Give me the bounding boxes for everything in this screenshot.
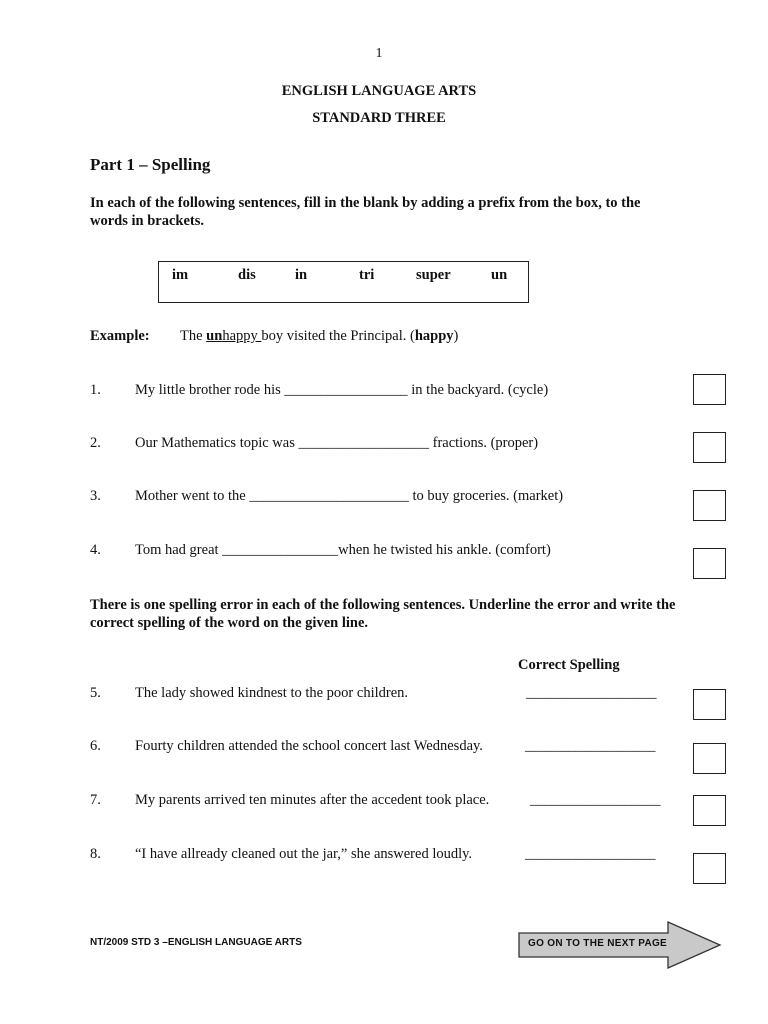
question-text: My parents arrived ten minutes after the accedent took place. — [135, 792, 490, 808]
question-number: 6. — [90, 738, 101, 754]
score-box[interactable] — [693, 795, 726, 826]
question-text: The lady showed kindnest to the poor children. — [135, 685, 409, 701]
question-number: 1. — [90, 382, 101, 398]
prefix-item: tri — [359, 267, 375, 283]
page-number: 1 — [375, 46, 383, 61]
score-box[interactable] — [693, 432, 726, 463]
example-sentence: The unhappy boy visited the Principal. (happy) — [180, 328, 459, 344]
question-number: 3. — [90, 488, 101, 504]
prefix-item: im — [172, 267, 189, 283]
question-text: My little brother rode his _________________ in the backyard. (cycle) — [135, 382, 549, 398]
correct-spelling-heading: Correct Spelling — [518, 657, 620, 673]
answer-line[interactable]: __________________ — [525, 738, 656, 754]
score-box[interactable] — [693, 548, 726, 579]
question-number: 8. — [90, 846, 101, 862]
instruction-prefix: In each of the following sentences, fill in the blank by adding a prefix from the box, to the words in brackets. — [90, 195, 641, 229]
footer-code: NT/2009 STD 3 –ENGLISH LANGUAGE ARTS — [90, 937, 302, 948]
question-number: 7. — [90, 792, 101, 808]
answer-line[interactable]: __________________ — [530, 792, 661, 808]
prefix-item: super — [416, 267, 451, 283]
prefix-box — [158, 261, 529, 303]
question-number: 5. — [90, 685, 101, 701]
instruction-spelling: There is one spelling error in each of the following sentences. Underline the error and write the correct spelling of the word on the given line. — [90, 597, 676, 631]
score-box[interactable] — [693, 743, 726, 774]
question-text: Fourty children attended the school concert last Wednesday. — [135, 738, 483, 754]
question-text: Our Mathematics topic was __________________ fractions. (proper) — [135, 435, 539, 451]
score-box[interactable] — [693, 689, 726, 720]
score-box[interactable] — [693, 374, 726, 405]
next-page-label: GO ON TO THE NEXT PAGE — [528, 938, 668, 949]
subject-title: ENGLISH LANGUAGE ARTS — [281, 83, 477, 99]
grade-title: STANDARD THREE — [312, 110, 446, 126]
question-number: 2. — [90, 435, 101, 451]
prefix-item: un — [491, 267, 508, 283]
prefix-item: dis — [238, 267, 256, 283]
answer-line[interactable]: __________________ — [526, 685, 657, 701]
question-text: “I have allready cleaned out the jar,” she answered loudly. — [135, 846, 473, 862]
score-box[interactable] — [693, 490, 726, 521]
prefix-item: in — [295, 267, 308, 283]
question-number: 4. — [90, 542, 101, 558]
part-heading: Part 1 – Spelling — [90, 155, 211, 174]
score-box[interactable] — [693, 853, 726, 884]
question-text: Tom had great ________________when he twisted his ankle. (comfort) — [135, 542, 551, 558]
question-text: Mother went to the ______________________ to buy groceries. (market) — [135, 488, 564, 504]
example-label: Example: — [90, 328, 150, 344]
answer-line[interactable]: __________________ — [525, 846, 656, 862]
